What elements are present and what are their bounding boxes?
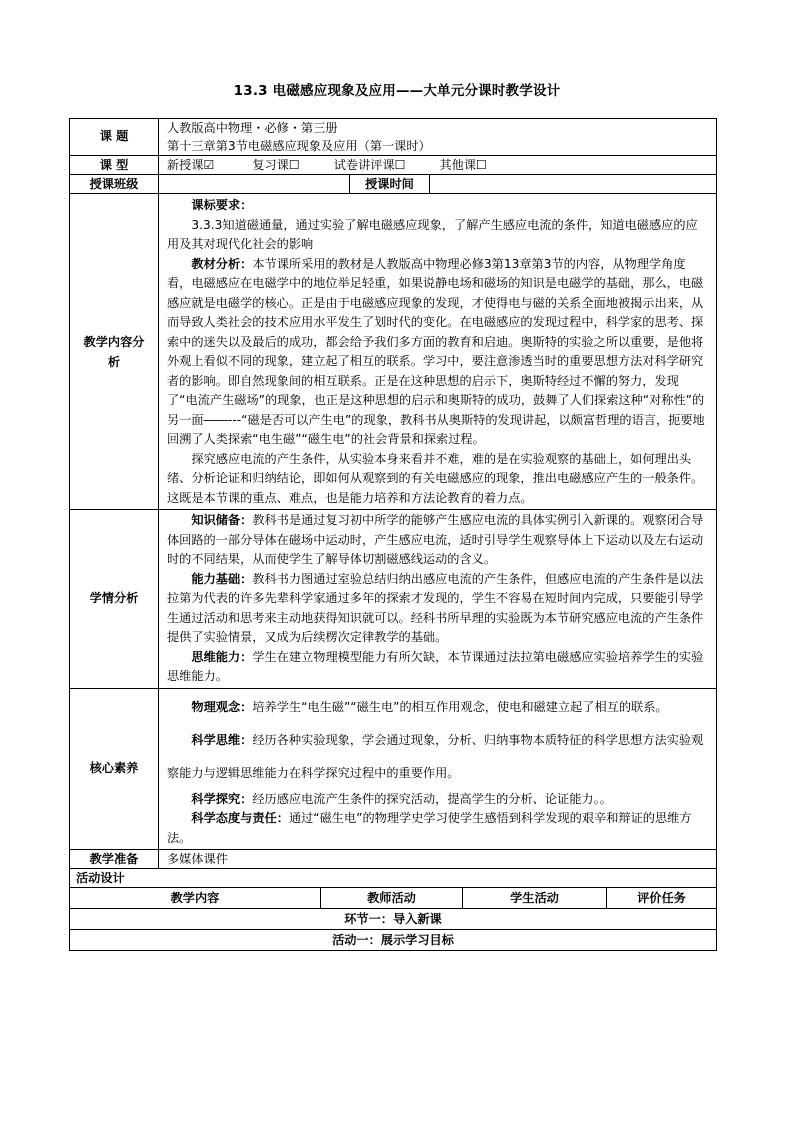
scientific-attitude: 科学态度与责任：通过“磁生电”的物理学史学习使学生感悟到科学发现的艰辛和辩证的思维方法。 — [167, 811, 692, 845]
option-other[interactable]: 其他课☐ — [439, 158, 487, 172]
scientific-inquiry: 科学探究：经历感应电流产生条件的探究活动，提高学生的分析、论证能力。。 — [191, 791, 612, 806]
student-analysis-label: 学情分析 — [70, 510, 159, 689]
option-review[interactable]: 复习课☐ — [252, 158, 300, 172]
prep-value: 多媒体课件 — [159, 850, 717, 869]
key-difficulty-paragraph: 探究感应电流的产生条件，从实验本身来看并不难，难的是在实验观察的基础上，如何理出头绪、分析论证和归纳结论，即如何从观察到的有关电磁感应的现象，推出电磁感应产生的一般条件。这既是本节课的重点、难点，也是能力培养和方法论教育的着力点。 — [167, 451, 704, 505]
core-literacy-label: 核心素养 — [70, 688, 159, 850]
time-value — [430, 175, 717, 194]
option-new[interactable]: 新授课☑ — [167, 158, 215, 172]
knowledge-reserve: 知识储备：教科书是通过复习初中所学的能够产生感应电流的具体实例引入新课的。观察闭合导体回路的一部分导体在磁场中运动时，产生感应电流，适时引导学生观察导体上下运动以及左右运动时的不同结果，从而使学生了解导体切割磁感线运动的含义。 — [167, 513, 704, 566]
option-exam-review[interactable]: 试卷讲评课☐ — [333, 158, 406, 172]
class-value — [159, 175, 350, 194]
lesson-type-options — [159, 156, 717, 175]
lesson-type-label: 课 型 — [70, 156, 159, 175]
activity-design-label: 活动设计 — [70, 869, 717, 888]
header-teacher-activity: 教师活动 — [321, 888, 463, 908]
header-evaluation-task: 评价任务 — [637, 891, 686, 905]
prep-row — [70, 850, 717, 869]
header-teaching-content: 教学内容 — [70, 888, 321, 908]
topic-label: 课 题 — [70, 119, 159, 156]
curriculum-standard-text: 3.3.3知道磁通量，通过实验了解电磁感应现象，了解产生感应电流的条件，知道电磁感应的应用及其对现代化社会的影响 — [167, 217, 698, 251]
activity-header-row — [70, 888, 717, 909]
lesson-type-row — [70, 156, 717, 175]
section-one: 环节一：导入新课 — [70, 909, 717, 930]
topic-line2: 第十三章第3节电磁感应现象及应用（第一课时） — [167, 139, 431, 153]
student-analysis-row — [70, 510, 717, 689]
lesson-plan-table — [69, 118, 717, 951]
scientific-thinking: 科学思维：经历各种实验现象，学会通过现象，分析、归纳事物本质特征的科学思想方法实验观察能力与逻辑思维能力在科学探究过程中的重要作用。 — [167, 732, 704, 780]
material-analysis: 教材分析：本节课所采用的教材是人教版高中物理必修3第13章第3节的内容，从物理学角度看，电磁感应在电磁学中的地位举足轻重，如果说静电场和磁场的知识是电磁学的基础，那么，电磁感应就是电磁学的核心。正是由于电磁感应现象的发现，才使得电与磁的关系全面地被揭示出来，从而导致人类社会的技术应用水平发生了划时代的变化。在电磁感应的发现过程中，科学家的思考、探索中的迷失以及最后的成功，都会给予我们多方面的教育和启迪。奥斯特的实验之所以重要，是他将外观上看似不同的现象，建立起了相互的联系。学习中，要注意渗透当时的重要思想方法对科学研究者的影响。即自然现象间的相互联系。正是在这种思想的启示下，奥斯特经过不懈的努力，发现了“电流产生磁场”的现象，也正是这种思想的启示和奥斯特的成功，鼓舞了人们探索这种“对称性”的另一面――---“磁是否可以产生电”的现象，教科书从奥斯特的发现讲起，以颇富哲理的语言，扼要地回溯了人类探索“电生磁”“磁生电”的社会背景和探索过程。 — [167, 256, 705, 446]
document-title: 13.3 电磁感应现象及应用——大单元分课时教学设计 — [233, 83, 561, 99]
ability-basis: 能力基础：教科书力图通过室验总结归纳出感应电流的产生条件，但感应电流的产生条件是以法拉第为代表的许多先辈科学家通过多年的探索才发现的，学生不容易在短时间内完成，只要能引导学生通过活动和思考来主动地获得知识就可以。经科书所早理的实验既为本节研究感应电流的产生条件提供了实验情景，又成为后续楞次定律教学的基础。 — [167, 571, 704, 644]
class-label: 授课班级 — [70, 175, 159, 194]
content-analysis-label: 教学内容分析 — [70, 194, 159, 510]
content-analysis-row — [70, 194, 717, 510]
time-label: 授课时间 — [350, 175, 430, 194]
core-literacy-body — [159, 688, 717, 850]
topic-line1: 人教版高中物理・必修・第三册 — [167, 121, 338, 135]
thinking-ability: 思维能力：学生在建立物理模型能力有所欠缺，本节课通过法拉第电磁感应实验培养学生的实验思维能力。 — [167, 649, 704, 683]
activity-one: 活动一：展示学习目标 — [70, 930, 717, 951]
curriculum-standard-heading: 课标要求： — [191, 198, 253, 212]
student-analysis-body — [159, 510, 717, 689]
activity-design-row — [70, 869, 717, 888]
header-student-activity: 学生活动 — [463, 888, 607, 908]
content-analysis-body — [159, 194, 717, 510]
prep-label: 教学准备 — [70, 850, 159, 869]
activity-row — [70, 930, 717, 951]
core-literacy-row — [70, 688, 717, 850]
section-row — [70, 909, 717, 930]
class-row — [70, 175, 717, 194]
topic-row — [70, 119, 717, 156]
topic-value — [159, 119, 717, 156]
physics-concept: 物理观念：培养学生“电生磁”“磁生电”的相互作用观念，使电和磁建立起了相互的联系。 — [191, 699, 668, 714]
